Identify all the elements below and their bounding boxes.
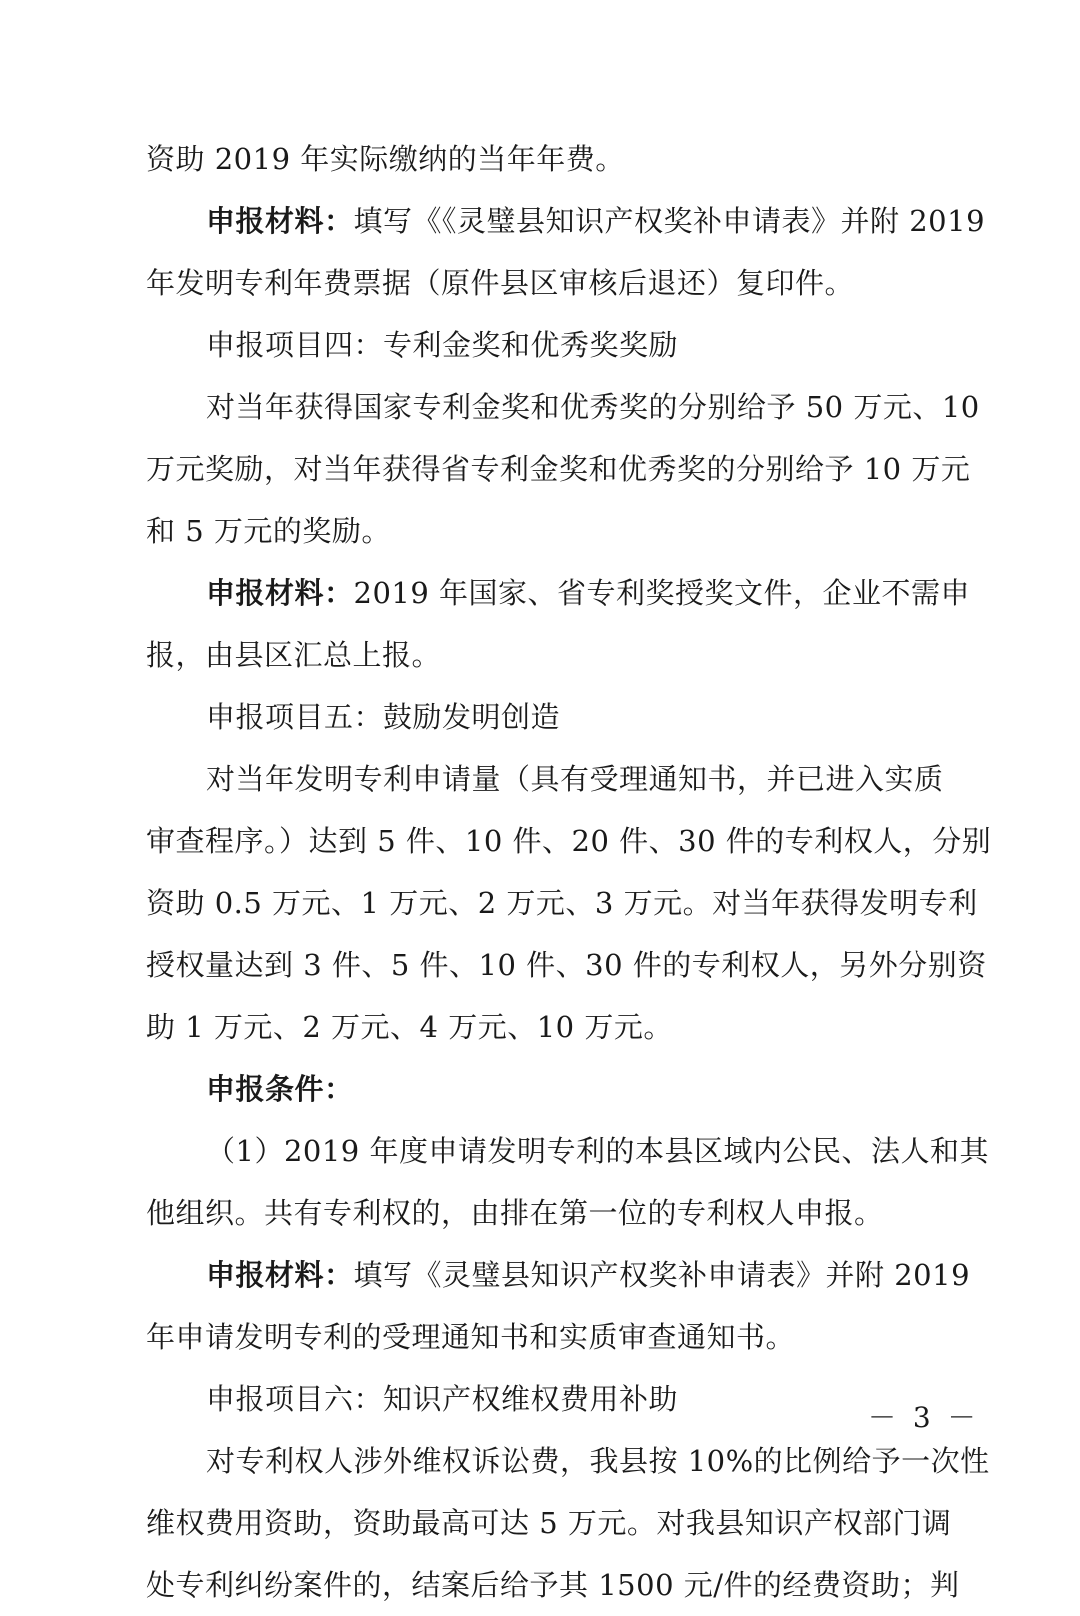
paragraph-text: （1）2019 年度申请发明专利的本县区域内公民、法人和其 xyxy=(206,1134,989,1168)
labeled-paragraph-line xyxy=(146,562,971,624)
paragraph-text: 填写《灵璧县知识产权奖补申请表》并附 2019 xyxy=(353,1258,971,1292)
paragraph-line xyxy=(146,748,944,810)
paragraph-text: 对当年获得国家专利金奖和优秀奖的分别给予 50 万元、10 xyxy=(206,390,980,424)
paragraph-line xyxy=(146,1182,938,1244)
paragraph-text: 年发明专利年费票据（原件县区审核后退还）复印件。 xyxy=(146,266,855,300)
paragraph-text: 资助 0.5 万元、1 万元、2 万元、3 万元。对当年获得发明专利 xyxy=(146,886,978,920)
paragraph-line xyxy=(146,252,938,314)
paragraph-line xyxy=(146,1554,960,1616)
paragraph-text: 资助 2019 年实际缴纳的当年年费。 xyxy=(146,142,625,176)
paragraph-text: 审查程序。）达到 5 件、10 件、20 件、30 件的专利权人，分别 xyxy=(146,824,992,858)
section-heading xyxy=(146,1368,938,1430)
paragraph-text: 2019 年国家、省专利奖授奖文件，企业不需申 xyxy=(353,576,971,610)
paragraph-line xyxy=(146,438,971,500)
section-heading xyxy=(146,314,938,376)
paragraph-line xyxy=(146,810,992,872)
paragraph-text: 年申请发明专利的受理通知书和实质审查通知书。 xyxy=(146,1320,796,1354)
paragraph-text: 助 1 万元、2 万元、4 万元、10 万元。 xyxy=(146,1010,673,1044)
paragraph-line xyxy=(146,500,938,562)
paragraph-line xyxy=(146,376,980,438)
paragraph-text: 对专利权人涉外维权诉讼费，我县按 10%的比例给予一次性 xyxy=(206,1444,990,1478)
paragraph-line xyxy=(146,1306,938,1368)
page-number: － 3 － xyxy=(868,1401,980,1434)
paragraph-line xyxy=(146,1120,989,1182)
paragraph-text: 报，由县区汇总上报。 xyxy=(146,638,442,672)
paragraph-line xyxy=(146,1492,952,1554)
labeled-paragraph-line xyxy=(146,1244,971,1306)
paragraph-text: 处专利纠纷案件的，结案后给予其 1500 元/件的经费资助；判 xyxy=(146,1568,960,1602)
paragraph-text: 填写《《灵璧县知识产权奖补申请表》并附 2019 xyxy=(353,204,986,238)
labeled-paragraph-line xyxy=(146,190,986,252)
paragraph-text: 授权量达到 3 件、5 件、10 件、30 件的专利权人，另外分别资 xyxy=(146,948,987,982)
paragraph-line xyxy=(146,1430,990,1492)
document-body xyxy=(146,128,992,1616)
paragraph-text: 他组织。共有专利权的，由排在第一位的专利权人申报。 xyxy=(146,1196,884,1230)
paragraph-label: 申报条件： xyxy=(206,1072,354,1106)
paragraph-text: 万元奖励，对当年获得省专利金奖和优秀奖的分别给予 10 万元 xyxy=(146,452,971,486)
paragraph-line xyxy=(146,128,938,190)
section-heading-text: 申报项目六：知识产权维权费用补助 xyxy=(206,1382,679,1416)
paragraph-text: 和 5 万元的奖励。 xyxy=(146,514,391,548)
paragraph-label: 申报材料： xyxy=(206,204,354,238)
paragraph-line xyxy=(146,934,987,996)
section-heading xyxy=(146,686,938,748)
labeled-heading xyxy=(146,1058,938,1120)
paragraph-text: 对当年发明专利申请量（具有受理通知书，并已进入实质 xyxy=(206,762,944,796)
paragraph-line xyxy=(146,996,938,1058)
section-heading-text: 申报项目四：专利金奖和优秀奖奖励 xyxy=(206,328,679,362)
paragraph-label: 申报材料： xyxy=(206,1258,354,1292)
section-heading-text: 申报项目五：鼓励发明创造 xyxy=(206,700,561,734)
paragraph-text: 维权费用资助，资助最高可达 5 万元。对我县知识产权部门调 xyxy=(146,1506,952,1540)
paragraph-line xyxy=(146,872,978,934)
paragraph-line xyxy=(146,624,938,686)
paragraph-label: 申报材料： xyxy=(206,576,354,610)
